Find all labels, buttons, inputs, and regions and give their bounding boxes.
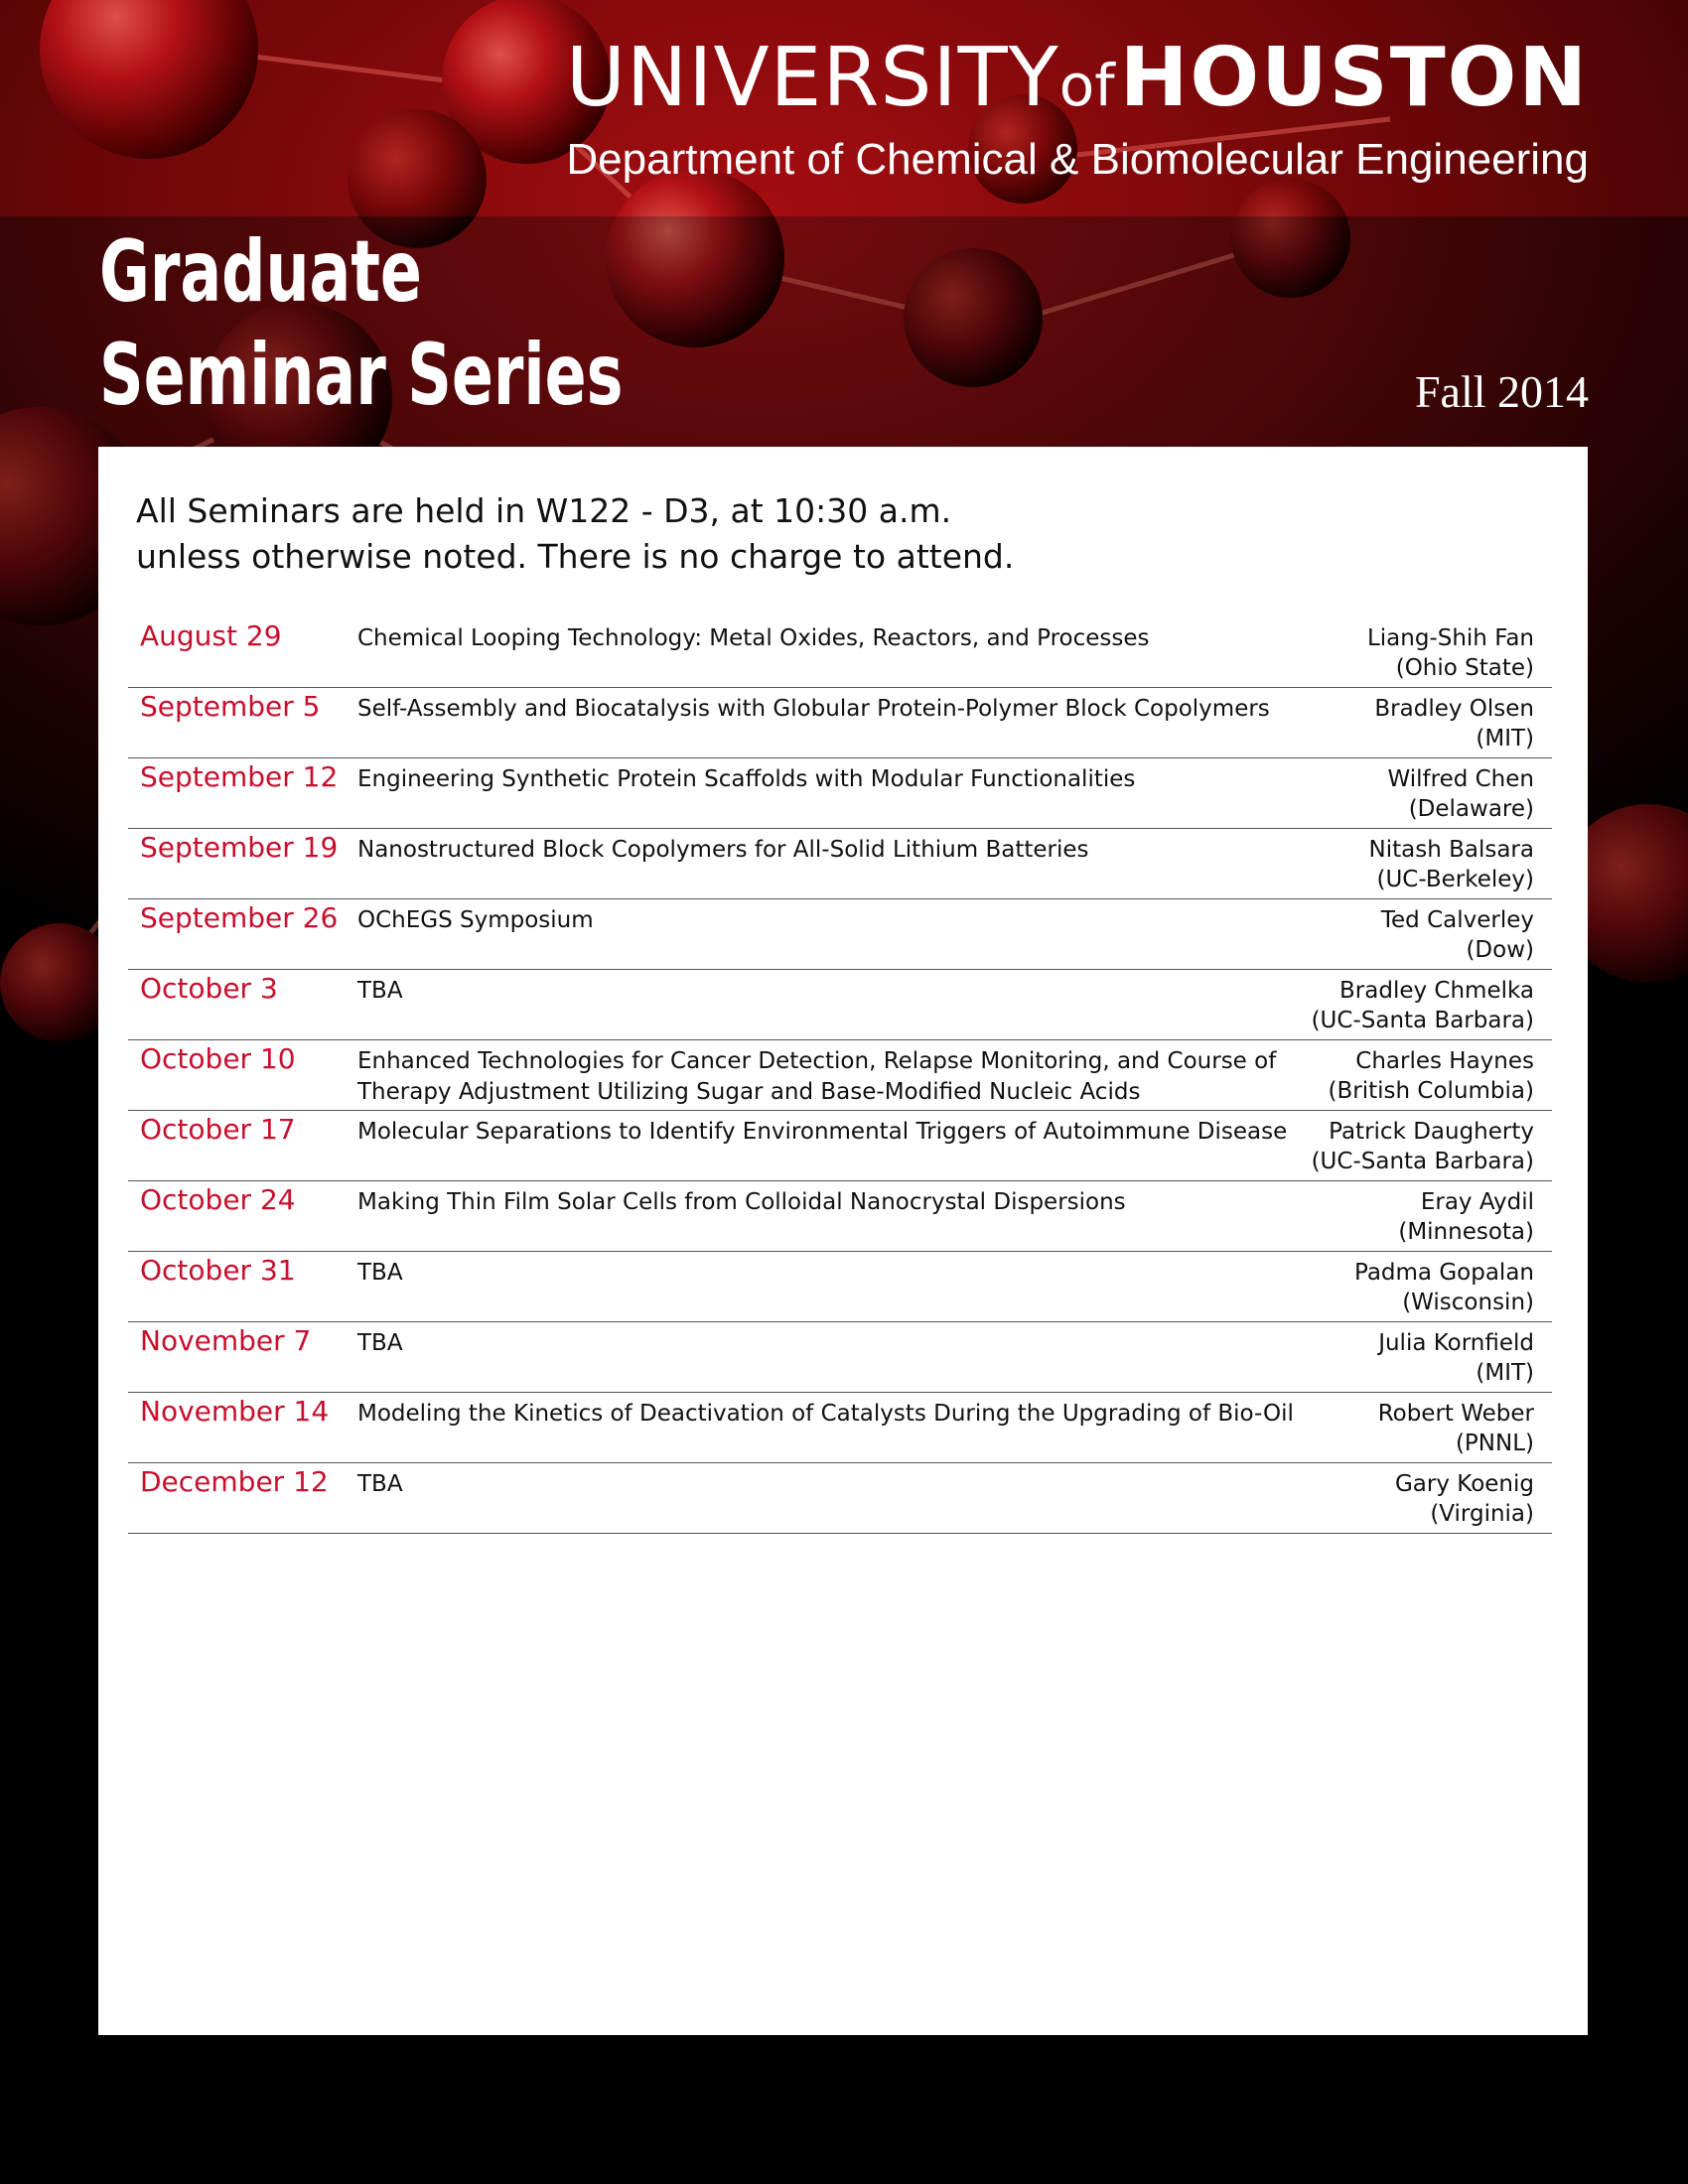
seminar-topic: Enhanced Technologies for Cancer Detection, Relapse Monitoring, and Course of Therapy Adjustment Utilizing Sugar and Base-Modified Nucleic Acids — [357, 1048, 1277, 1105]
seminar-topic: TBA — [357, 1471, 403, 1497]
seminar-topic: Making Thin Film Solar Cells from Colloidal Nanocrystal Dispersions — [357, 1189, 1126, 1215]
speaker-name: Bradley Olsen — [1374, 696, 1534, 722]
speaker-name: Padma Gopalan — [1354, 1260, 1534, 1286]
seminar-date: October 31 — [140, 1254, 296, 1287]
seminar-topic: TBA — [357, 978, 403, 1004]
seminar-topic: Self-Assembly and Biocatalysis with Globular Protein-Polymer Block Copolymers — [357, 696, 1270, 722]
series-title-line2: Seminar Series — [99, 326, 624, 425]
seminar-speaker — [1398, 1187, 1534, 1247]
seminar-date: September 12 — [140, 760, 339, 793]
seminar-row — [128, 970, 1552, 1040]
seminar-date: October 17 — [140, 1113, 296, 1146]
seminar-speaker — [1312, 976, 1534, 1035]
seminar-speaker — [1378, 1328, 1534, 1388]
seminar-topic: Engineering Synthetic Protein Scaffolds with Modular Functionalities — [357, 766, 1136, 792]
seminar-topic: Modeling the Kinetics of Deactivation of Catalysts During the Upgrading of Bio-Oil — [357, 1401, 1294, 1427]
seminar-date: November 7 — [140, 1324, 312, 1357]
seminar-date: November 14 — [140, 1395, 330, 1428]
speaker-name: Julia Kornfield — [1378, 1330, 1534, 1356]
seminar-speaker — [1312, 1117, 1534, 1176]
speaker-name: Charles Haynes — [1355, 1048, 1534, 1074]
speaker-name: Robert Weber — [1377, 1401, 1534, 1427]
seminar-topic: Chemical Looping Technology: Metal Oxides, Reactors, and Processes — [357, 625, 1150, 651]
wordmark-houston: HOUSTON — [1119, 31, 1589, 125]
seminar-speaker — [1354, 1258, 1534, 1317]
university-wordmark — [565, 31, 1589, 125]
seminar-speaker — [1374, 694, 1534, 753]
seminar-row — [128, 1040, 1552, 1111]
seminar-speaker — [1378, 1399, 1534, 1458]
intro-line2: unless otherwise noted. There is no charge to attend. — [136, 537, 1015, 576]
term-label: Fall 2014 — [1414, 366, 1589, 417]
seminar-date: October 3 — [140, 972, 278, 1005]
speaker-affiliation: (Dow) — [1466, 937, 1534, 963]
seminar-row — [128, 1181, 1552, 1252]
speaker-affiliation: (Delaware) — [1408, 796, 1534, 822]
speaker-name: Nitash Balsara — [1368, 837, 1534, 863]
seminar-speaker — [1329, 1046, 1534, 1106]
seminar-date: October 10 — [140, 1042, 296, 1075]
speaker-name: Patrick Daugherty — [1329, 1119, 1534, 1145]
speaker-name: Wilfred Chen — [1387, 766, 1534, 792]
seminar-date: September 26 — [140, 901, 339, 934]
seminar-topic: TBA — [357, 1330, 403, 1356]
speaker-name: Liang-Shih Fan — [1366, 625, 1534, 651]
speaker-affiliation: (MIT) — [1476, 726, 1534, 751]
wordmark-university: UNIVERSITY — [565, 31, 1059, 125]
series-title-line1: Graduate — [99, 222, 422, 322]
intro-text — [136, 488, 1526, 580]
seminar-speaker — [1367, 623, 1534, 683]
seminar-date: September 19 — [140, 831, 339, 864]
speaker-affiliation: (UC-Santa Barbara) — [1311, 1008, 1534, 1033]
speaker-name: Ted Calverley — [1380, 907, 1534, 933]
seminar-topic: Molecular Separations to Identify Environmental Triggers of Autoimmune Disease — [357, 1119, 1288, 1145]
seminar-row — [128, 1463, 1552, 1534]
speaker-affiliation: (UC-Santa Barbara) — [1311, 1149, 1534, 1174]
seminar-row — [128, 1322, 1552, 1393]
seminar-speaker — [1388, 764, 1535, 824]
speaker-name: Bradley Chmelka — [1339, 978, 1534, 1004]
intro-line1: All Seminars are held in W122 - D3, at 10:30 a.m. — [136, 491, 952, 530]
speaker-affiliation: (Virginia) — [1430, 1501, 1534, 1527]
speaker-name: Gary Koenig — [1394, 1471, 1534, 1497]
speaker-affiliation: (Ohio State) — [1395, 655, 1534, 681]
seminar-speaker — [1369, 835, 1534, 894]
speaker-name: Eray Aydil — [1420, 1189, 1534, 1215]
seminar-row — [128, 1111, 1552, 1181]
seminar-date: August 29 — [140, 619, 282, 652]
seminar-topic: Nanostructured Block Copolymers for All-Solid Lithium Batteries — [357, 837, 1089, 863]
speaker-affiliation: (Wisconsin) — [1402, 1290, 1534, 1315]
seminar-speaker — [1381, 905, 1534, 965]
seminar-date: October 24 — [140, 1183, 296, 1216]
speaker-affiliation: (MIT) — [1476, 1360, 1534, 1386]
series-title — [99, 220, 624, 427]
seminar-speaker — [1395, 1469, 1534, 1529]
speaker-affiliation: (British Columbia) — [1328, 1078, 1534, 1104]
seminar-schedule — [128, 617, 1552, 1534]
seminar-row — [128, 1393, 1552, 1463]
seminar-row — [128, 1252, 1552, 1322]
speaker-affiliation: (Minnesota) — [1398, 1219, 1534, 1245]
seminar-row — [128, 758, 1552, 829]
seminar-row — [128, 617, 1552, 688]
seminar-date: December 12 — [140, 1465, 329, 1498]
seminar-row — [128, 899, 1552, 970]
wordmark-of: of — [1058, 52, 1115, 119]
speaker-affiliation: (UC-Berkeley) — [1376, 867, 1534, 892]
content-panel — [98, 447, 1588, 2035]
seminar-date: September 5 — [140, 690, 321, 723]
seminar-row — [128, 829, 1552, 899]
seminar-topic: OChEGS Symposium — [357, 907, 594, 933]
department-name: Department of Chemical & Biomolecular Engineering — [566, 135, 1589, 184]
speaker-affiliation: (PNNL) — [1455, 1431, 1534, 1456]
seminar-row — [128, 688, 1552, 758]
seminar-topic: TBA — [357, 1260, 403, 1286]
